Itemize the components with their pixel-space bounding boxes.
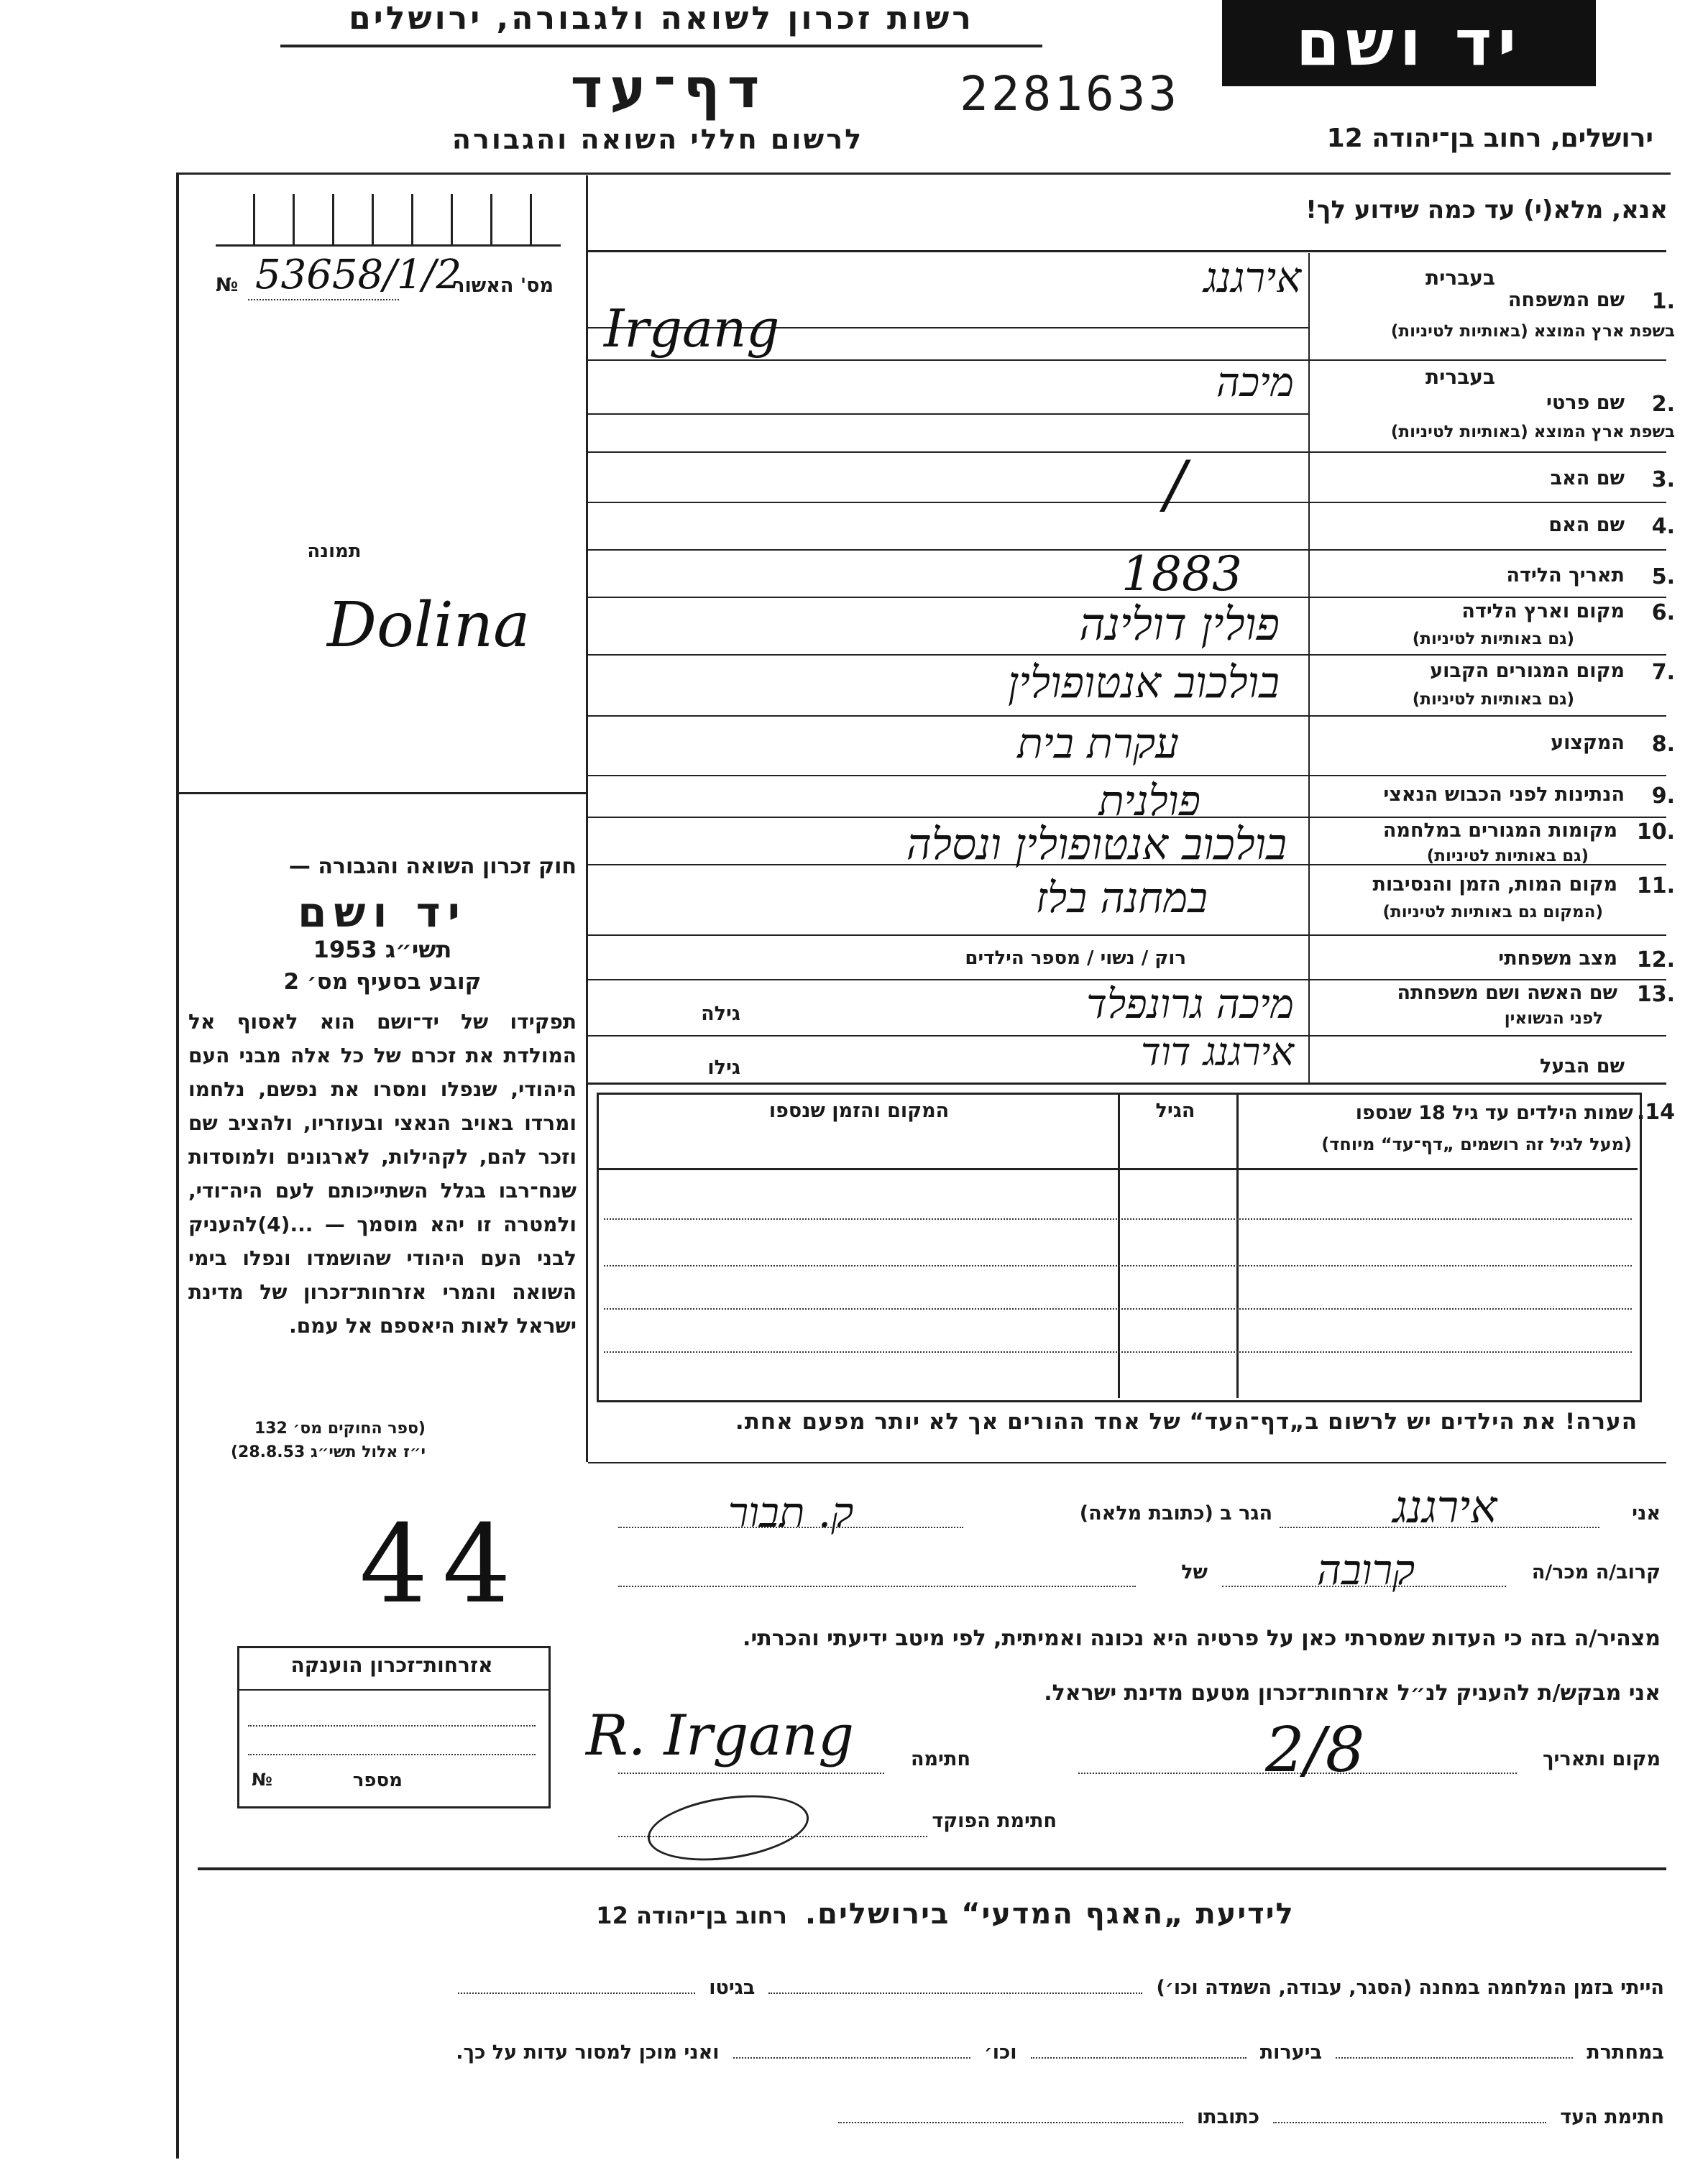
field-11-value: במחנה בלז bbox=[1035, 873, 1208, 922]
field-8-label: המקצוע bbox=[1551, 732, 1625, 754]
husband-label: שם הבעל bbox=[1539, 1055, 1625, 1077]
field-11-note: (המקום גם באותיות לטיניות) bbox=[1382, 903, 1603, 921]
field-1-lang: בעברית bbox=[1425, 266, 1495, 290]
citizenship-no-mark: № bbox=[252, 1770, 272, 1790]
label-column-divider bbox=[1308, 253, 1310, 1083]
children-row bbox=[604, 1351, 1632, 1353]
field-2-value: מיכה bbox=[1216, 359, 1294, 406]
row-rule bbox=[588, 413, 1308, 415]
approval-label: מס' האשור bbox=[453, 275, 554, 297]
footer-ready-text: ואני מוכן למסור עדות על כך. bbox=[456, 2041, 720, 2064]
footer-witness-address-line bbox=[838, 2122, 1183, 2123]
law-year: תשי״ג 1953 bbox=[313, 936, 452, 963]
footer-etc-line bbox=[733, 2057, 970, 2059]
footer-ghetto-line bbox=[458, 1992, 695, 1994]
field-7-label: מקום המגורים הקבוע bbox=[1430, 660, 1625, 682]
authority-line: רשות זכרון לשואה ולגבורה, ירושלים bbox=[349, 0, 974, 37]
footer-row-3 bbox=[216, 2106, 1664, 2128]
field-1-latin-value: Irgang bbox=[604, 298, 780, 359]
approval-dots bbox=[248, 299, 399, 300]
approval-value: 53658/1/2 bbox=[255, 252, 462, 298]
law-text: תפקידו של יד־ושם הוא לאסוף אל המולדת את זכרם של כל אלה מבני העם היהודי, שנפלו ומסרו את נפשם, נלחמו ומרדו באויב הנאצי ובעוזריו, ולהציב שם וזכר להם, לקהילות, לארגונים ולמוסדות שנח־רבו בגלל השתייכותם לעם היה־ודי, ולמטרה זו יהא מוסמך — ...(4)להעניק לבני העם היהודי שהושמדו ונפלו בימי השואה והמרי אזרחות־זכרון של מדינת ישראל לאות היאספם אל עמם. bbox=[188, 1010, 577, 1338]
row-rule bbox=[588, 934, 1666, 936]
photo-label: תמונה bbox=[307, 541, 362, 562]
footer-row-1 bbox=[216, 1977, 1664, 1999]
footer-camp-label: הייתי בזמן המלחמה במחנה (הסגר, עבודה, השמדה וכו׳) bbox=[1156, 1977, 1664, 1999]
field-1-value: אירגנג bbox=[1203, 253, 1301, 302]
footer-address: רחוב בן־יהודה 12 bbox=[596, 1902, 787, 1929]
row-rule bbox=[588, 502, 1666, 503]
field-12-number: 12. bbox=[1636, 947, 1675, 973]
field-10-value: בולכוב אנטופולין ונסלה bbox=[906, 819, 1287, 870]
field-6-number: 6. bbox=[1651, 600, 1675, 625]
approval-no-mark: № bbox=[216, 275, 239, 296]
footer-heading: לידיעת „האגף המדעי“ בירושלים. bbox=[804, 1898, 1295, 1931]
field-9-value: פולנית bbox=[1098, 776, 1200, 825]
children-header-rule bbox=[597, 1168, 1638, 1170]
field-5-value: 1883 bbox=[1121, 546, 1242, 602]
field-8-value: עקרת בית bbox=[1017, 719, 1179, 768]
children-header bbox=[1244, 1100, 1675, 1125]
husband-value: אירגנג דוד bbox=[1140, 1029, 1294, 1075]
field-5-label: תאריך הלידה bbox=[1506, 564, 1625, 587]
field-2-note: בשפת ארץ המוצא (באותיות לטיניות) bbox=[1390, 423, 1675, 441]
citizenship-title: אזרחות־זכרון הוענקה bbox=[290, 1653, 493, 1677]
field-12-options: רוק / נשוי / מספר הילדים bbox=[965, 947, 1186, 969]
residing-value: ק. תבור bbox=[727, 1488, 854, 1537]
children-row bbox=[604, 1218, 1632, 1220]
field-11-label: מקום המות, הזמן והנסיבות bbox=[1372, 873, 1617, 896]
footer-row-2 bbox=[216, 2041, 1664, 2064]
footer-camp-line bbox=[768, 1992, 1142, 1994]
logo-text: יד ושם bbox=[1295, 6, 1523, 80]
yad-vashem-logo bbox=[1222, 0, 1596, 86]
place-date-value: 2/8 bbox=[1265, 1714, 1365, 1786]
citizenship-line bbox=[248, 1725, 536, 1727]
field-7-note: (גם באותיות לטיניות) bbox=[1412, 690, 1574, 709]
footer-header bbox=[503, 1898, 1387, 1931]
photo-handwriting: Dolina bbox=[327, 589, 531, 661]
field-2-label: שם פרטי bbox=[1546, 392, 1625, 414]
footer-forests-label: ביערות bbox=[1259, 2041, 1323, 2064]
field-2-number: 2. bbox=[1651, 392, 1675, 417]
husband-age-label: גילו bbox=[707, 1057, 740, 1079]
field-6-note: (גם באותיות לטיניות) bbox=[1412, 630, 1574, 648]
citizenship-title-rule bbox=[237, 1689, 548, 1691]
citizenship-line bbox=[248, 1754, 536, 1755]
photo-box-bottom bbox=[179, 792, 586, 794]
relative-value: קרובה bbox=[1316, 1545, 1415, 1594]
declaration-statement: מצהיר/ה בזה כי העדות שמסרתי כאן על פרטיה היא נכונה ואמיתית, לפי מיטב ידיעתי והכרתי. bbox=[743, 1626, 1661, 1651]
of-label: של bbox=[1181, 1561, 1208, 1583]
field-3-value: / bbox=[1165, 447, 1186, 521]
official-signature-label: חתימת הפוקד bbox=[932, 1810, 1057, 1832]
field-1-label: שם המשפחה bbox=[1507, 289, 1625, 311]
instruction: אנא, מלא(י) עד כמה שידוע לך! bbox=[1305, 196, 1668, 224]
field-8-number: 8. bbox=[1651, 732, 1675, 757]
header-address: ירושלים, רחוב בן־יהודה 12 bbox=[1326, 124, 1653, 153]
law-clause: קובע בסעיף מס׳ 2 bbox=[283, 969, 482, 995]
residing-label: הגר ב (כתובת מלאה) bbox=[1079, 1502, 1272, 1525]
declaration-request: אני מבקש/ת להעניק לנ״ל אזרחות־זכרון מטעם מדינת ישראל. bbox=[1044, 1681, 1661, 1706]
instruction-rule bbox=[588, 250, 1666, 252]
citizenship-number-label: מספר bbox=[352, 1770, 403, 1791]
field-6-value: פולין דולינה bbox=[1079, 598, 1280, 651]
field-1-note: בשפת ארץ המוצא (באותיות לטיניות) bbox=[1390, 322, 1675, 341]
footer-forests-line bbox=[1031, 2057, 1246, 2059]
photo-ticks bbox=[216, 194, 561, 247]
children-note: (מעל לגיל זה רושמים „דף־עד“ מיוחד) bbox=[1321, 1134, 1632, 1154]
row-rule bbox=[588, 451, 1666, 453]
wife-age-label: גילה bbox=[701, 1003, 740, 1025]
field-7-value: בולכוב אנטופולין bbox=[1008, 658, 1280, 708]
field-5-number: 5. bbox=[1651, 564, 1675, 589]
relative-label: קרוב/ה מכר/ה bbox=[1531, 1561, 1661, 1583]
field-2-lang: בעברית bbox=[1425, 365, 1495, 389]
row-rule bbox=[588, 979, 1666, 980]
field-10-note: (גם באותיות לטיניות) bbox=[1426, 847, 1589, 865]
row-rule bbox=[588, 1082, 1666, 1085]
left-column-divider bbox=[586, 175, 588, 1462]
signature-value: R. Irgang bbox=[586, 1704, 855, 1768]
form-number: 2281633 bbox=[960, 66, 1180, 121]
law-source: (ספר החוקים מס׳ 132 bbox=[254, 1420, 426, 1438]
law-source-date: י״ז אלול תשי״ג 28.8.53) bbox=[230, 1443, 426, 1461]
field-9-label: הנתינות לפני הכבוש הנאצי bbox=[1383, 783, 1625, 806]
field-7-number: 7. bbox=[1651, 660, 1675, 685]
field-4-label: שם האם bbox=[1548, 514, 1625, 536]
authority-underline bbox=[280, 45, 1042, 47]
field-10-number: 10. bbox=[1636, 819, 1675, 845]
place-date-label: מקום ותאריך bbox=[1542, 1748, 1661, 1770]
law-name: יד ושם bbox=[298, 888, 467, 937]
field-10-label: מקומות המגורים במלחמה bbox=[1382, 819, 1617, 842]
footer-underground-line bbox=[1336, 2057, 1573, 2059]
field-13-note: לפני הנשואין bbox=[1504, 1009, 1603, 1028]
children-col-age: הגיל bbox=[1155, 1100, 1195, 1122]
remark-rule bbox=[588, 1462, 1666, 1463]
footer-ghetto-label: בגיטו bbox=[709, 1977, 756, 1999]
field-9-number: 9. bbox=[1651, 783, 1675, 809]
form-title: דף־עד bbox=[570, 56, 767, 120]
field-13-label: שם האשה ושם משפחתה bbox=[1397, 982, 1617, 1004]
children-row bbox=[604, 1265, 1632, 1267]
signature-line bbox=[618, 1773, 884, 1774]
form-subtitle: לרשום חללי השואה והגבורה bbox=[451, 124, 864, 155]
field-13-value: מיכה גרונפלד bbox=[1086, 981, 1294, 1028]
footer-underground-label: במחתרת bbox=[1587, 2041, 1664, 2064]
declarant-name-value: אירגנג bbox=[1392, 1481, 1497, 1533]
footer-witness-sig-line bbox=[1273, 2122, 1546, 2123]
of-line bbox=[618, 1586, 1136, 1587]
footer-etc-label: וכו׳ bbox=[983, 2041, 1017, 2064]
field-3-label: שם האב bbox=[1550, 467, 1625, 489]
field-1-number: 1. bbox=[1651, 289, 1675, 314]
declarant-i-label: אני bbox=[1632, 1502, 1661, 1525]
field-3-number: 3. bbox=[1651, 467, 1675, 492]
field-13-number: 13. bbox=[1636, 982, 1675, 1007]
footer-rule bbox=[198, 1867, 1666, 1870]
children-row bbox=[604, 1308, 1632, 1310]
signature-label: חתימה bbox=[910, 1748, 970, 1770]
row-rule bbox=[588, 715, 1666, 717]
remark: הערה! את הילדים יש לרשום ב„דף־העד“ של אחד ההורים אך לא יותר מפעם אחת. bbox=[735, 1409, 1638, 1435]
footer-witness-address-label: כתובתו bbox=[1196, 2106, 1260, 2128]
field-6-label: מקום וארץ הלידה bbox=[1461, 600, 1625, 622]
side-handwriting: 44 bbox=[359, 1502, 525, 1627]
children-number: 14. bbox=[1636, 1100, 1675, 1125]
children-col-place-time: המקום והזמן שנספו bbox=[768, 1100, 950, 1122]
law-heading: חוק זכרון השואה והגבורה — bbox=[288, 854, 577, 879]
field-11-number: 11. bbox=[1636, 873, 1675, 898]
children-label: שמות הילדים עד גיל 18 שנספו bbox=[1355, 1102, 1633, 1124]
field-4-number: 4. bbox=[1651, 514, 1675, 539]
row-rule bbox=[588, 654, 1666, 656]
field-12-label: מצב משפחתי bbox=[1498, 947, 1617, 970]
footer-witness-sig-label: חתימת העד bbox=[1560, 2106, 1664, 2128]
